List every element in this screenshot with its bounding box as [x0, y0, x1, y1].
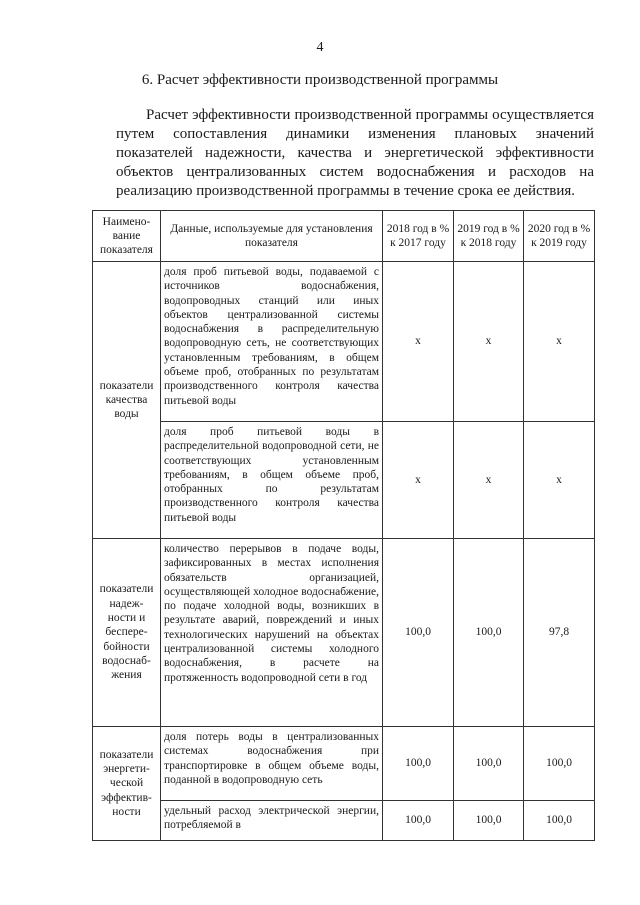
table-row: [93, 727, 595, 801]
row-description: доля проб питьевой воды, подаваемой с источников водоснабжения, водопроводных станций или иных объектов централизованной системы водоснабжения в распределительную водопроводную сеть, не соответствующих установленным требованиям, в общем объеме проб, отобранных по результатам производственного контроля качества питьевой воды: [161, 262, 383, 422]
table-row: [93, 262, 595, 422]
row-description: доля потерь воды в централизованных системах водоснабжения при транспортировке в общем объеме воды, поданной в водопроводную сеть: [161, 727, 383, 801]
header-2018: 2018 год в % к 2017 году: [383, 211, 454, 262]
row-description: удельный расход электрической энергии, потребляемой в: [161, 801, 383, 841]
value-2020: 97,8: [524, 539, 595, 727]
value-2019: 100,0: [454, 539, 524, 727]
header-indicator: Наимено-вание показателя: [93, 211, 161, 262]
indicator-energy-efficiency: показатели энергети-ческой эффектив-ности: [93, 727, 161, 841]
value-2018: x: [383, 422, 454, 539]
header-2019: 2019 год в % к 2018 году: [454, 211, 524, 262]
table-row: [93, 801, 595, 841]
table-header-row: [93, 211, 595, 262]
row-description: количество перерывов в подаче воды, зафиксированных в местах исполнения обязательств организацией, осуществляющей холодное водоснабжение, по подаче холодной воды, возникших в результате аварий, повреждений и иных технологических нарушений на объектах централизованной системы холодного водоснабжения, в расчете на протяженность водопроводной сети в год: [161, 539, 383, 727]
value-2019: 100,0: [454, 727, 524, 801]
efficiency-table: [92, 210, 595, 841]
value-2018: 100,0: [383, 539, 454, 727]
value-2020: x: [524, 262, 595, 422]
value-2020: x: [524, 422, 595, 539]
indicator-reliability: показатели надеж-ности и беспере-бойности водоснаб-жения: [93, 539, 161, 727]
value-2018: 100,0: [383, 727, 454, 801]
table-row: [93, 422, 595, 539]
indicator-water-quality: показатели качества воды: [93, 262, 161, 539]
value-2020: 100,0: [524, 801, 595, 841]
table-row: [93, 539, 595, 727]
value-2019: 100,0: [454, 801, 524, 841]
header-2020: 2020 год в % к 2019 году: [524, 211, 595, 262]
value-2018: x: [383, 262, 454, 422]
value-2019: x: [454, 422, 524, 539]
value-2020: 100,0: [524, 727, 595, 801]
value-2018: 100,0: [383, 801, 454, 841]
row-description: доля проб питьевой воды в распределительной водопроводной сети, не соответствующих установленным требованиям, в общем объеме проб, отобранных по результатам производственного контроля качества питьевой воды: [161, 422, 383, 539]
value-2019: x: [454, 262, 524, 422]
page-number: 4: [316, 40, 324, 55]
section-heading: 6. Расчет эффективности производственной программы: [141, 72, 499, 88]
intro-paragraph: Расчет эффективности производственной программы осуществляется путем сопоставления динамики изменения плановых значений показателей надежности, качества и энергетической эффективности объектов централизованных систем водоснабжения и расходов на реализацию производственной программы в течение срока ее действия.: [116, 107, 594, 199]
header-data: Данные, используемые для установления показателя: [161, 211, 383, 262]
